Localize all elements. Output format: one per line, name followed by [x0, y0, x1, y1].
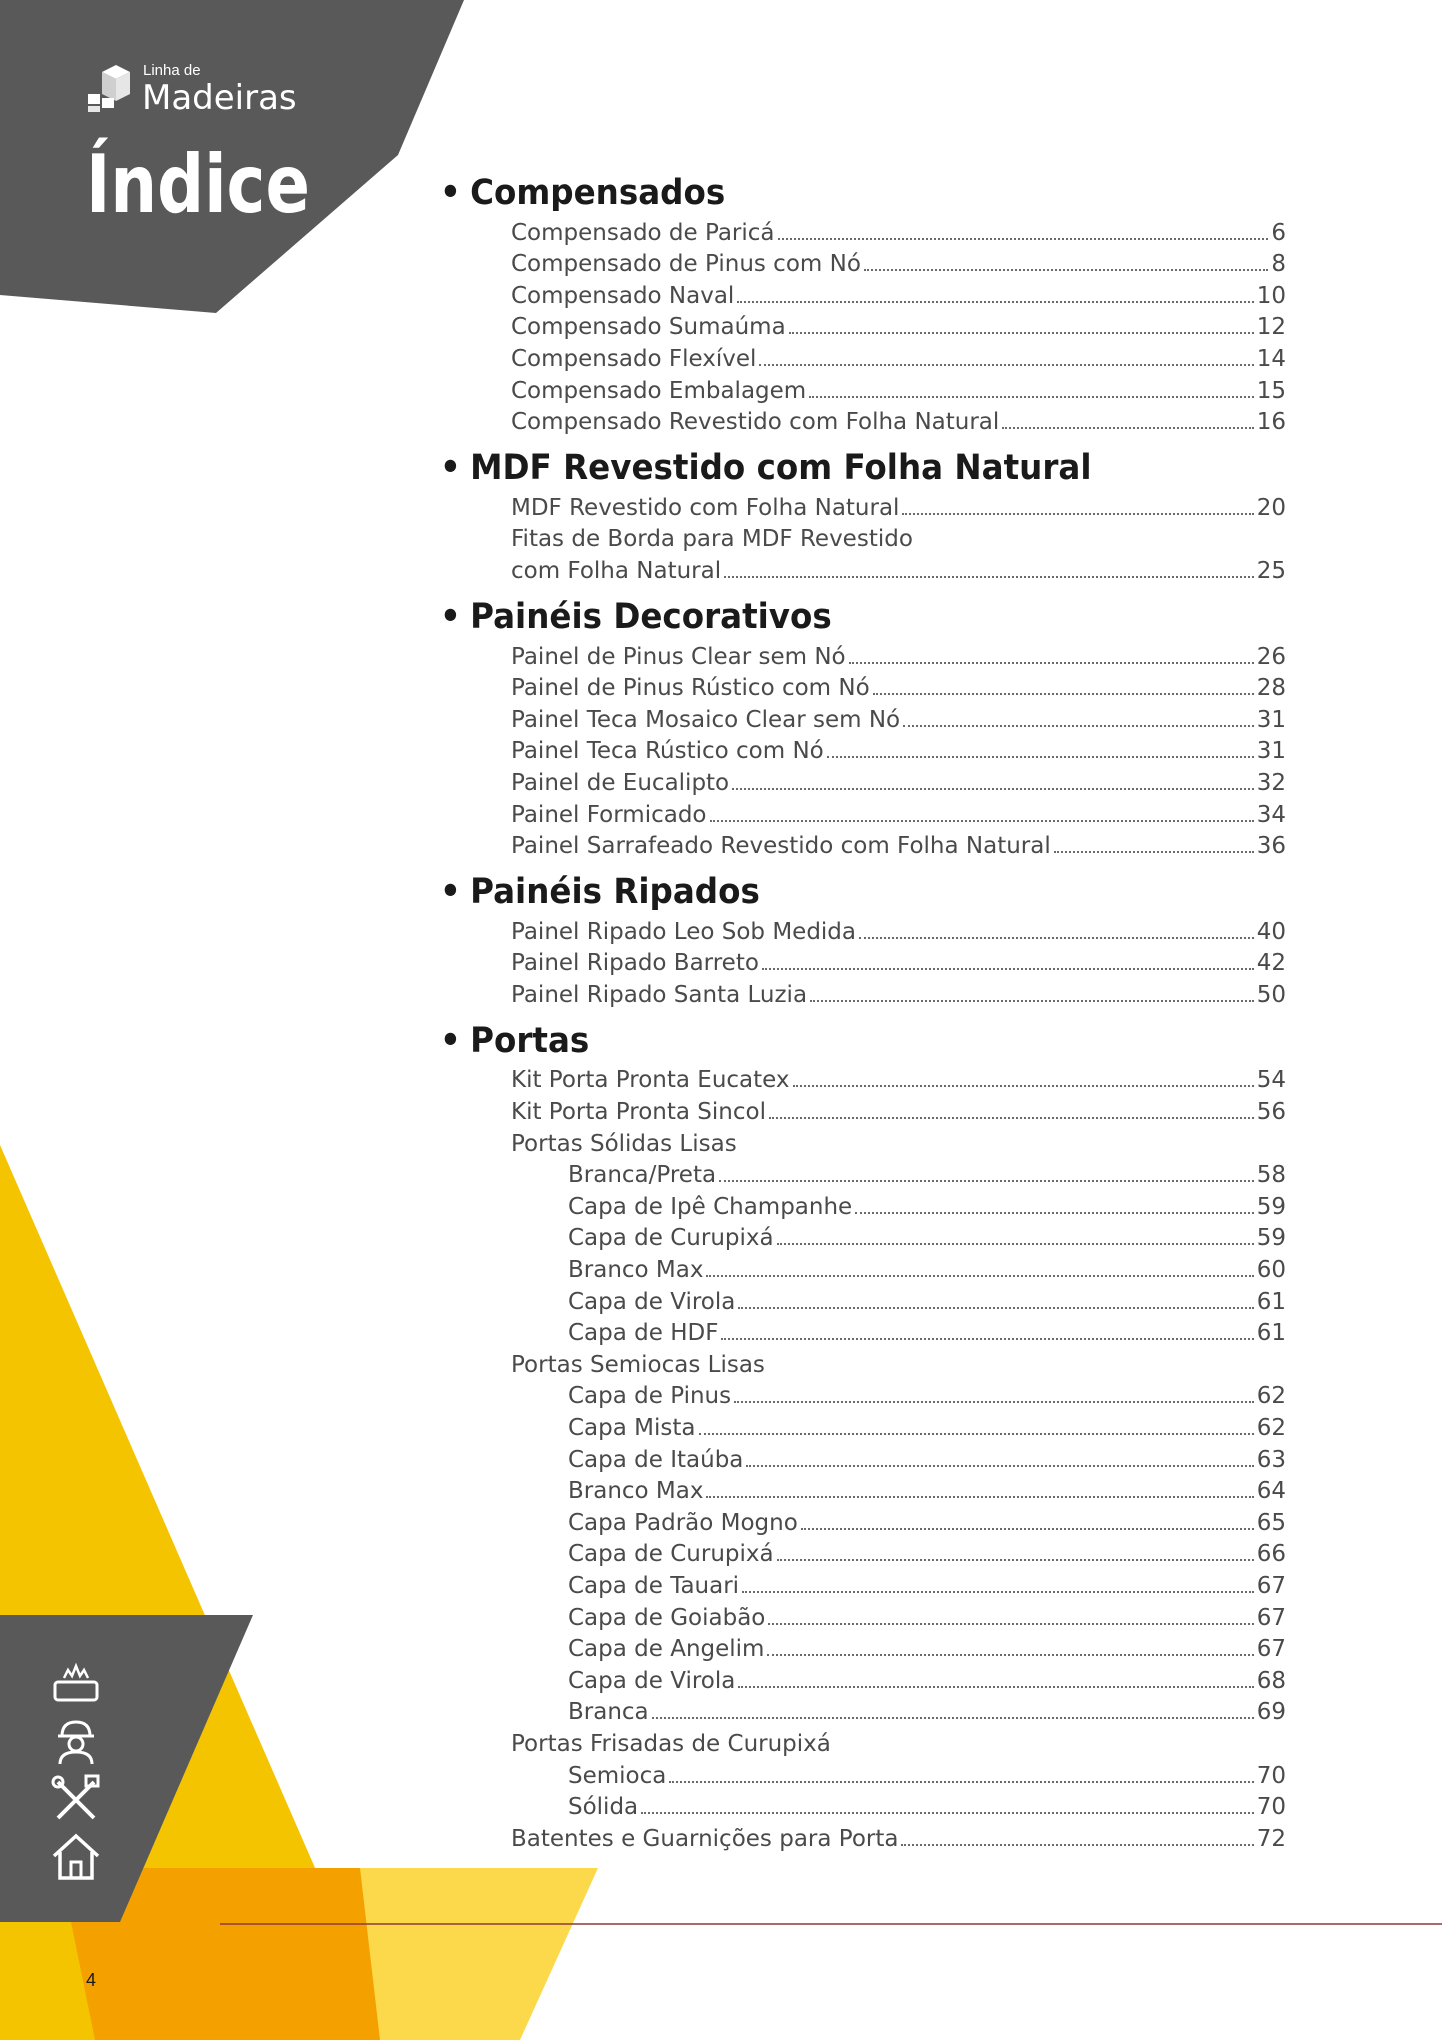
toc-entry-label: Capa de Curupixá — [568, 1541, 774, 1568]
section-title-text: Portas — [470, 1020, 590, 1061]
toc-entry[interactable] — [440, 1662, 1286, 1694]
toc-entry[interactable] — [440, 1789, 1286, 1821]
toc-entry[interactable] — [440, 1093, 1286, 1125]
toc-entry-page: 40 — [1256, 918, 1286, 945]
toc-entry-page: 8 — [1271, 251, 1286, 278]
toc-entry-page: 63 — [1256, 1446, 1286, 1473]
toc-entry-page: 28 — [1256, 675, 1286, 702]
brand-logo — [86, 60, 316, 116]
toc-entry-label: MDF Revestido com Folha Natural — [511, 494, 900, 521]
section-title[interactable] — [440, 1020, 1227, 1062]
toc-entry-page: 54 — [1256, 1067, 1286, 1094]
dot-leader — [762, 968, 1254, 970]
toc-entry-label: com Folha Natural — [511, 557, 722, 584]
bullet-icon: • — [440, 448, 461, 489]
toc-entry-page: 67 — [1256, 1604, 1286, 1631]
section-title[interactable] — [440, 172, 1227, 214]
toc-entry-page: 31 — [1256, 738, 1286, 765]
toc-entry-label: Semioca — [568, 1762, 667, 1789]
toc-entry-label: Compensado de Pinus com Nó — [511, 251, 861, 278]
toc-entry[interactable] — [440, 796, 1286, 828]
toc-section — [440, 1020, 1286, 1852]
dot-leader — [738, 1686, 1253, 1688]
dot-leader — [734, 1401, 1254, 1403]
toc-entry-label: Kit Porta Pronta Eucatex — [511, 1067, 790, 1094]
toc-entry-label: Painel Sarrafeado Revestido com Folha Natural — [511, 833, 1051, 860]
toc-entry-label: Capa de Curupixá — [568, 1225, 774, 1252]
toc-entry[interactable] — [440, 246, 1286, 278]
toc-entry-page: 65 — [1256, 1509, 1286, 1536]
dot-leader — [721, 1338, 1253, 1340]
brand-name: Madeiras — [142, 78, 297, 118]
toc-entry-page: 69 — [1256, 1699, 1286, 1726]
bullet-icon: • — [440, 1020, 461, 1061]
toc-entry-page: 67 — [1256, 1636, 1286, 1663]
toc-entry-page: 62 — [1256, 1415, 1286, 1441]
dot-leader — [768, 1623, 1253, 1625]
dot-leader — [903, 725, 1254, 727]
toc-entry-label: Capa de Itaúba — [568, 1446, 744, 1473]
toc-entry[interactable] — [440, 1315, 1286, 1347]
toc-entry[interactable] — [440, 1062, 1286, 1094]
dot-leader — [746, 1465, 1253, 1467]
toc-section — [440, 871, 1286, 1008]
toc-entry-label: Capa de Virola — [568, 1667, 736, 1694]
toc-entry-page: 10 — [1256, 282, 1286, 309]
toc-entry[interactable] — [440, 1441, 1286, 1473]
saw-icon — [50, 1660, 102, 1706]
toc-entry-page: 68 — [1256, 1667, 1286, 1694]
toc-entry[interactable] — [440, 214, 1286, 246]
toc-entry[interactable] — [440, 1473, 1286, 1505]
toc-entry[interactable] — [440, 1157, 1286, 1189]
wood-blocks-icon — [86, 64, 132, 112]
toc-entry-label: Branca/Preta — [568, 1162, 717, 1189]
dot-leader — [724, 576, 1254, 578]
toc-entry-page: 67 — [1256, 1572, 1286, 1599]
page-number: 4 — [86, 1970, 97, 1990]
dot-leader — [699, 1433, 1254, 1435]
toc-entry-page: 62 — [1256, 1383, 1286, 1410]
toc-entry-label: Capa de Angelim — [568, 1636, 765, 1663]
section-title[interactable] — [440, 871, 1227, 913]
dot-leader — [789, 332, 1254, 334]
toc-entry-label: Branco Max — [568, 1257, 704, 1284]
dot-leader — [855, 1212, 1254, 1214]
toc-entry-label: Painel Teca Rústico com Nó — [511, 738, 824, 765]
toc-entry[interactable] — [440, 764, 1286, 796]
toc-entry[interactable] — [440, 701, 1286, 733]
toc-entry[interactable] — [440, 1220, 1286, 1252]
toc-entry[interactable] — [440, 489, 1286, 521]
dot-leader — [1002, 427, 1253, 429]
toc-entry-label: Portas Frisadas de Curupixá — [511, 1730, 831, 1757]
toc-entry[interactable] — [440, 828, 1286, 860]
toc-section — [440, 447, 1286, 584]
dot-leader — [873, 693, 1254, 695]
toc-entry-page: 14 — [1256, 345, 1286, 372]
toc-entry-label: Capa de Virola — [568, 1288, 736, 1315]
toc-entry-label: Capa Padrão Mogno — [568, 1509, 798, 1536]
toc-entry-page: 15 — [1256, 377, 1286, 404]
toc-entry-label: Branco Max — [568, 1478, 704, 1505]
toc-entry[interactable] — [440, 913, 1286, 945]
toc-entry-page: 36 — [1256, 833, 1286, 860]
toc-entry-label: Capa Mista — [568, 1415, 696, 1441]
toc-entry-label: Painel Ripado Santa Luzia — [511, 981, 808, 1008]
table-of-contents — [440, 172, 1286, 1864]
toc-entry-label: Compensado Revestido com Folha Natural — [511, 409, 1000, 436]
section-title-text: MDF Revestido com Folha Natural — [470, 448, 1092, 489]
dot-leader — [641, 1812, 1254, 1814]
toc-entry-page: 6 — [1271, 219, 1286, 246]
toc-entry-label: Fitas de Borda para MDF Revestido — [511, 526, 913, 553]
toc-entry[interactable] — [440, 1125, 1286, 1157]
toc-entry[interactable] — [440, 277, 1286, 309]
toc-entry[interactable] — [440, 1599, 1286, 1631]
dot-leader — [801, 1528, 1254, 1530]
section-title-text: Painéis Ripados — [470, 872, 760, 913]
toc-entry-label: Painel Teca Mosaico Clear sem Nó — [511, 706, 901, 733]
toc-entry-page: 50 — [1256, 981, 1286, 1008]
dot-leader — [742, 1591, 1254, 1593]
toc-entry[interactable] — [440, 404, 1286, 436]
toc-entry[interactable] — [440, 1409, 1286, 1441]
toc-entry-label: Branca — [568, 1699, 649, 1726]
dot-leader — [710, 820, 1254, 822]
toc-entry-label: Portas Sólidas Lisas — [511, 1130, 737, 1157]
toc-entry-page: 72 — [1256, 1825, 1286, 1852]
dot-leader — [864, 269, 1268, 271]
section-title-text: Compensados — [470, 173, 726, 213]
toc-entry-label: Painel Ripado Leo Sob Medida — [511, 918, 856, 945]
worker-icon — [50, 1714, 102, 1766]
dot-leader — [849, 662, 1254, 664]
toc-entry-label: Compensado Sumaúma — [511, 314, 786, 341]
toc-entry[interactable] — [440, 733, 1286, 765]
toc-entry[interactable] — [440, 1283, 1286, 1315]
toc-section — [440, 172, 1286, 435]
side-icons — [50, 1660, 110, 1890]
toc-entry-label: Capa de Goiabão — [568, 1604, 766, 1631]
toc-section — [440, 596, 1286, 859]
toc-entry-label: Compensado de Paricá — [511, 219, 775, 246]
toc-entry[interactable] — [440, 552, 1286, 584]
section-title[interactable] — [440, 447, 1227, 489]
bullet-icon: • — [440, 872, 461, 913]
dot-leader — [859, 937, 1254, 939]
toc-entry-label: Capa de Pinus — [568, 1383, 732, 1410]
toc-entry-page: 64 — [1256, 1478, 1286, 1505]
bullet-icon: • — [440, 596, 461, 637]
toc-entry[interactable] — [440, 1346, 1286, 1378]
toc-entry[interactable] — [440, 1536, 1286, 1568]
toc-entry[interactable] — [440, 945, 1286, 977]
toc-entry[interactable] — [440, 372, 1286, 404]
toc-entry-label: Capa de Ipê Champanhe — [568, 1193, 853, 1220]
dot-leader — [738, 1307, 1253, 1309]
toc-entry-page: 59 — [1256, 1225, 1286, 1252]
tools-icon — [50, 1774, 102, 1824]
dot-leader — [669, 1781, 1253, 1783]
toc-entry-label: Batentes e Guarnições para Porta — [511, 1825, 899, 1852]
toc-entry-page: 59 — [1256, 1193, 1286, 1220]
dot-leader — [652, 1717, 1254, 1719]
toc-entry-page: 60 — [1256, 1257, 1286, 1284]
toc-entry-label: Capa de Tauari — [568, 1572, 740, 1599]
toc-entry[interactable] — [440, 976, 1286, 1008]
toc-entry-label: Portas Semiocas Lisas — [511, 1351, 765, 1378]
toc-entry-label: Sólida — [568, 1794, 639, 1821]
toc-entry[interactable] — [440, 309, 1286, 341]
dot-leader — [793, 1085, 1254, 1087]
toc-entry-label: Painel de Eucalipto — [511, 769, 730, 796]
toc-entry[interactable] — [440, 1631, 1286, 1663]
dot-leader — [769, 1117, 1254, 1119]
toc-entry-page: 32 — [1256, 769, 1286, 796]
dot-leader — [778, 238, 1269, 240]
toc-entry-page: 61 — [1256, 1320, 1286, 1347]
toc-entry-page: 42 — [1256, 950, 1286, 977]
toc-entry-label: Painel Ripado Barreto — [511, 950, 759, 977]
dot-leader — [777, 1559, 1254, 1561]
toc-entry[interactable] — [440, 1251, 1286, 1283]
toc-entry-page: 61 — [1256, 1288, 1286, 1315]
toc-entry-label: Compensado Naval — [511, 282, 735, 309]
toc-entry-page: 26 — [1256, 643, 1286, 670]
toc-entry-page: 70 — [1256, 1762, 1286, 1789]
brand-subtitle: Linha de — [143, 62, 201, 79]
toc-entry[interactable] — [440, 670, 1286, 702]
toc-entry-label: Painel de Pinus Clear sem Nó — [511, 643, 846, 670]
page-title: Índice — [86, 138, 310, 231]
dot-leader — [1054, 851, 1254, 853]
toc-entry[interactable] — [440, 1757, 1286, 1789]
bullet-icon: • — [440, 173, 461, 213]
dot-leader — [719, 1180, 1254, 1182]
dot-leader — [827, 756, 1254, 758]
dot-leader — [777, 1243, 1254, 1245]
toc-entry-label: Compensado Embalagem — [511, 377, 807, 404]
toc-entry-page: 16 — [1256, 409, 1286, 436]
toc-entry[interactable] — [440, 1820, 1286, 1852]
toc-entry[interactable] — [440, 1725, 1286, 1757]
dot-leader — [810, 1000, 1254, 1002]
toc-entry[interactable] — [440, 521, 1286, 553]
toc-entry-page: 58 — [1256, 1162, 1286, 1189]
toc-entry-page: 34 — [1256, 801, 1286, 828]
toc-entry-label: Capa de HDF — [568, 1320, 719, 1347]
toc-entry[interactable] — [440, 1188, 1286, 1220]
toc-entry-page: 12 — [1256, 314, 1286, 341]
dot-leader — [759, 364, 1253, 366]
toc-entry-page: 31 — [1256, 706, 1286, 733]
section-title-text: Painéis Decorativos — [470, 596, 832, 637]
dot-leader — [901, 1844, 1253, 1846]
toc-entry[interactable] — [440, 1504, 1286, 1536]
dot-leader — [706, 1275, 1253, 1277]
toc-entry-page: 70 — [1256, 1794, 1286, 1821]
toc-entry-label: Compensado Flexível — [511, 345, 757, 372]
dot-leader — [809, 396, 1254, 398]
toc-entry[interactable] — [440, 340, 1286, 372]
toc-entry-label: Painel de Pinus Rústico com Nó — [511, 675, 870, 702]
dot-leader — [732, 788, 1254, 790]
toc-entry-page: 20 — [1256, 494, 1286, 521]
toc-entry-page: 56 — [1256, 1099, 1286, 1126]
toc-entry[interactable] — [440, 1378, 1286, 1410]
dot-leader — [737, 301, 1253, 303]
dot-leader — [706, 1496, 1253, 1498]
section-title[interactable] — [440, 596, 1227, 638]
house-icon — [50, 1832, 102, 1882]
toc-entry[interactable] — [440, 1567, 1286, 1599]
toc-entry[interactable] — [440, 638, 1286, 670]
toc-entry[interactable] — [440, 1694, 1286, 1726]
toc-entry-page: 25 — [1256, 557, 1286, 584]
toc-entry-label: Kit Porta Pronta Sincol — [511, 1099, 766, 1126]
toc-entry-label: Painel Formicado — [511, 801, 707, 828]
toc-entry-page: 66 — [1256, 1541, 1286, 1568]
dot-leader — [902, 513, 1253, 515]
dot-leader — [767, 1654, 1253, 1656]
